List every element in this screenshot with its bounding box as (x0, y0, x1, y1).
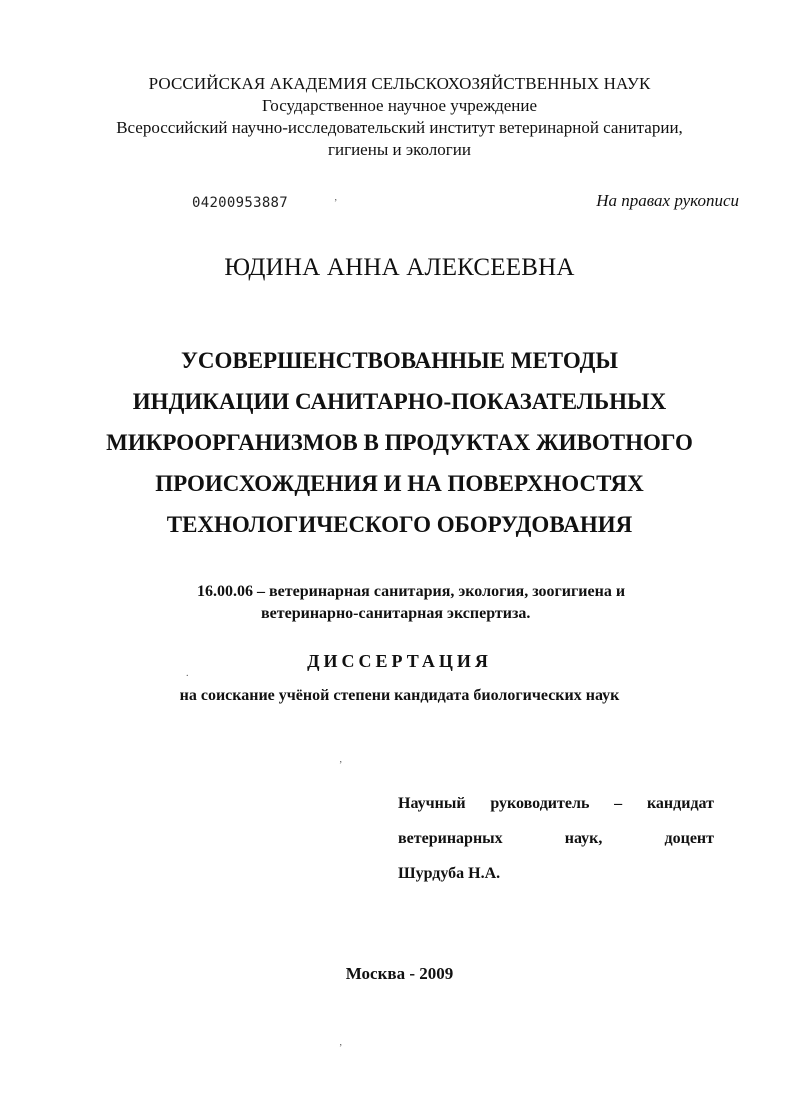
title-line-1: УСОВЕРШЕНСТВОВАННЫЕ МЕТОДЫ (181, 348, 618, 373)
degree-line: на соискание учёной степени кандидата биологических наук (179, 687, 620, 704)
supervisor-block (398, 786, 714, 891)
institution-header (0, 73, 799, 161)
archive-number: 04200953887 (192, 195, 289, 211)
rights-note: На правах рукописи (596, 191, 739, 210)
academy-name: РОССИЙСКАЯ АКАДЕМИЯ СЕЛЬСКОХОЗЯЙСТВЕННЫХ НАУК (148, 74, 651, 93)
title-line-2: ИНДИКАЦИИ САНИТАРНО-ПОКАЗАТЕЛЬНЫХ (132, 389, 667, 414)
scan-speck: ʼ (334, 198, 338, 209)
title-line-5: ТЕХНОЛОГИЧЕСКОГО ОБОРУДОВАНИЯ (166, 512, 633, 537)
institute-name-line-2: гигиены и экологии (328, 140, 471, 159)
title-line-4: ПРОИСХОЖДЕНИЯ И НА ПОВЕРХНОСТЯХ (155, 471, 644, 496)
author-name: ЮДИНА АННА АЛЕКСЕЕВНА (224, 254, 575, 281)
supervisor-line-3: Шурдуба Н.А. (398, 865, 501, 882)
institute-name-line-1: Всероссийский научно-исследовательский институт ветеринарной санитарии, (116, 118, 683, 137)
scan-speck: . (186, 668, 189, 679)
specialty-line-2: ветеринарно-санитарная экспертиза. (261, 605, 531, 622)
specialty-line-1: 16.00.06 – ветеринарная санитария, экология, зоогигиена и (197, 583, 626, 600)
document-type: ДИССЕРТАЦИЯ (307, 651, 492, 671)
supervisor-line-2: ветеринарных наук, доцент (398, 830, 714, 847)
institution-type: Государственное научное учреждение (261, 96, 538, 115)
title-line-3: МИКРООРГАНИЗМОВ В ПРОДУКТАХ ЖИВОТНОГО (106, 430, 693, 455)
dissertation-title (0, 340, 799, 545)
scan-speck: ʼ (339, 760, 343, 771)
city-year: Москва - 2009 (345, 964, 454, 983)
supervisor-line-1: Научный руководитель – кандидат (398, 795, 714, 812)
scan-speck: ʼ (339, 1043, 343, 1054)
